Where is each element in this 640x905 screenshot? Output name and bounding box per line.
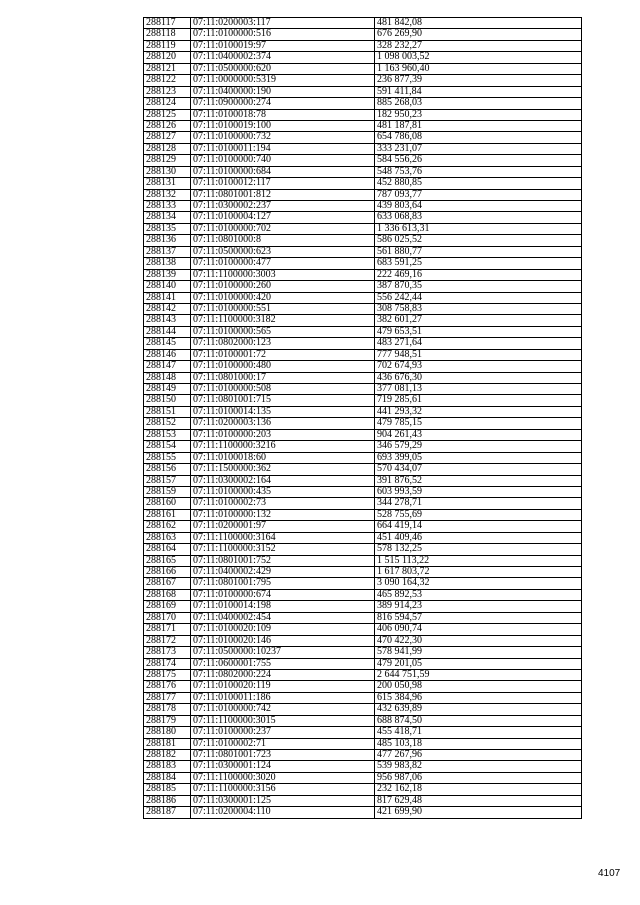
cadastral-number-cell: 07:11:0802000:224 bbox=[191, 669, 375, 680]
table-row bbox=[144, 521, 582, 532]
record-id-cell: 288155 bbox=[144, 452, 191, 463]
record-id-cell: 288120 bbox=[144, 52, 191, 63]
table-row bbox=[144, 464, 582, 475]
value-cell: 222 469,16 bbox=[375, 269, 582, 280]
value-cell: 584 556,26 bbox=[375, 155, 582, 166]
value-cell: 1 163 960,40 bbox=[375, 63, 582, 74]
cadastral-number-cell: 07:11:0100020:109 bbox=[191, 624, 375, 635]
value-cell: 702 674,93 bbox=[375, 361, 582, 372]
value-cell: 391 876,52 bbox=[375, 475, 582, 486]
table-row bbox=[144, 761, 582, 772]
table-row bbox=[144, 669, 582, 680]
cadastral-number-cell: 07:11:1100000:3156 bbox=[191, 784, 375, 795]
cadastral-number-cell: 07:11:0801001:795 bbox=[191, 578, 375, 589]
value-cell: 451 409,46 bbox=[375, 532, 582, 543]
cadastral-number-cell: 07:11:0100000:742 bbox=[191, 704, 375, 715]
cadastral-number-cell: 07:11:0400000:190 bbox=[191, 86, 375, 97]
cadastral-number-cell: 07:11:0100018:60 bbox=[191, 452, 375, 463]
table-row bbox=[144, 612, 582, 623]
table-row bbox=[144, 143, 582, 154]
record-id-cell: 288174 bbox=[144, 658, 191, 669]
cadastral-number-cell: 07:11:1100000:3152 bbox=[191, 544, 375, 555]
cadastral-number-cell: 07:11:0300001:124 bbox=[191, 761, 375, 772]
table-row bbox=[144, 647, 582, 658]
value-cell: 406 090,74 bbox=[375, 624, 582, 635]
record-id-cell: 288160 bbox=[144, 498, 191, 509]
record-id-cell: 288138 bbox=[144, 258, 191, 269]
record-id-cell: 288170 bbox=[144, 612, 191, 623]
record-id-cell: 288183 bbox=[144, 761, 191, 772]
cadastral-number-cell: 07:11:0100000:740 bbox=[191, 155, 375, 166]
table-row bbox=[144, 63, 582, 74]
record-id-cell: 288145 bbox=[144, 338, 191, 349]
value-cell: 719 285,61 bbox=[375, 395, 582, 406]
table-row bbox=[144, 326, 582, 337]
value-cell: 1 336 613,31 bbox=[375, 223, 582, 234]
value-cell: 539 983,82 bbox=[375, 761, 582, 772]
cadastral-number-cell: 07:11:0100000:132 bbox=[191, 509, 375, 520]
value-cell: 344 278,71 bbox=[375, 498, 582, 509]
cadastral-number-cell: 07:11:0200001:97 bbox=[191, 521, 375, 532]
record-id-cell: 288156 bbox=[144, 464, 191, 475]
value-cell: 200 050,98 bbox=[375, 681, 582, 692]
cadastral-number-cell: 07:11:1100000:3216 bbox=[191, 441, 375, 452]
cadastral-number-cell: 07:11:0100000:565 bbox=[191, 326, 375, 337]
cadastral-number-cell: 07:11:0100018:78 bbox=[191, 109, 375, 120]
cadastral-number-cell: 07:11:0400002:429 bbox=[191, 567, 375, 578]
cadastral-number-cell: 07:11:1100000:3015 bbox=[191, 715, 375, 726]
value-cell: 603 993,59 bbox=[375, 486, 582, 497]
value-cell: 479 785,15 bbox=[375, 418, 582, 429]
cadastral-number-cell: 07:11:0100019:100 bbox=[191, 120, 375, 131]
record-id-cell: 288122 bbox=[144, 75, 191, 86]
record-id-cell: 288167 bbox=[144, 578, 191, 589]
cadastral-number-cell: 07:11:1100000:3020 bbox=[191, 772, 375, 783]
table-row bbox=[144, 303, 582, 314]
cadastral-number-cell: 07:11:0900000:274 bbox=[191, 98, 375, 109]
record-id-cell: 288177 bbox=[144, 692, 191, 703]
record-id-cell: 288131 bbox=[144, 178, 191, 189]
record-id-cell: 288129 bbox=[144, 155, 191, 166]
record-id-cell: 288153 bbox=[144, 429, 191, 440]
value-cell: 787 093,77 bbox=[375, 189, 582, 200]
cadastral-number-cell: 07:11:0100000:260 bbox=[191, 281, 375, 292]
table-row bbox=[144, 155, 582, 166]
cadastral-number-cell: 07:11:0500000:620 bbox=[191, 63, 375, 74]
record-id-cell: 288150 bbox=[144, 395, 191, 406]
value-cell: 377 081,13 bbox=[375, 384, 582, 395]
cadastral-number-cell: 07:11:0100000:551 bbox=[191, 303, 375, 314]
record-id-cell: 288143 bbox=[144, 315, 191, 326]
value-cell: 436 676,30 bbox=[375, 372, 582, 383]
table-row bbox=[144, 498, 582, 509]
cadastral-number-cell: 07:11:0801001:812 bbox=[191, 189, 375, 200]
record-id-cell: 288161 bbox=[144, 509, 191, 520]
record-id-cell: 288182 bbox=[144, 750, 191, 761]
record-id-cell: 288152 bbox=[144, 418, 191, 429]
record-id-cell: 288142 bbox=[144, 303, 191, 314]
value-cell: 432 639,89 bbox=[375, 704, 582, 715]
table-row bbox=[144, 807, 582, 818]
record-id-cell: 288139 bbox=[144, 269, 191, 280]
record-id-cell: 288157 bbox=[144, 475, 191, 486]
value-cell: 633 068,83 bbox=[375, 212, 582, 223]
cadastral-number-cell: 07:11:0100002:73 bbox=[191, 498, 375, 509]
record-id-cell: 288136 bbox=[144, 235, 191, 246]
table-row bbox=[144, 292, 582, 303]
table-row bbox=[144, 406, 582, 417]
value-cell: 479 201,05 bbox=[375, 658, 582, 669]
table-row bbox=[144, 212, 582, 223]
record-id-cell: 288165 bbox=[144, 555, 191, 566]
record-id-cell: 288137 bbox=[144, 246, 191, 257]
cadastral-number-cell: 07:11:0802000:123 bbox=[191, 338, 375, 349]
record-id-cell: 288140 bbox=[144, 281, 191, 292]
cadastral-number-cell: 07:11:1500000:362 bbox=[191, 464, 375, 475]
record-id-cell: 288179 bbox=[144, 715, 191, 726]
value-cell: 421 699,90 bbox=[375, 807, 582, 818]
record-id-cell: 288119 bbox=[144, 40, 191, 51]
record-id-cell: 288186 bbox=[144, 795, 191, 806]
table-row bbox=[144, 269, 582, 280]
table-row bbox=[144, 258, 582, 269]
value-cell: 477 267,96 bbox=[375, 750, 582, 761]
value-cell: 578 132,25 bbox=[375, 544, 582, 555]
cadastral-number-cell: 07:11:0801001:715 bbox=[191, 395, 375, 406]
table-row bbox=[144, 509, 582, 520]
value-cell: 455 418,71 bbox=[375, 727, 582, 738]
value-cell: 483 271,64 bbox=[375, 338, 582, 349]
table-row bbox=[144, 750, 582, 761]
value-cell: 479 653,51 bbox=[375, 326, 582, 337]
table-row bbox=[144, 281, 582, 292]
value-cell: 439 803,64 bbox=[375, 201, 582, 212]
table-row bbox=[144, 201, 582, 212]
value-cell: 1 098 003,52 bbox=[375, 52, 582, 63]
table-row bbox=[144, 567, 582, 578]
page-number: 4107 bbox=[598, 868, 621, 879]
cadastral-number-cell: 07:11:0200003:117 bbox=[191, 18, 375, 29]
table-row bbox=[144, 635, 582, 646]
record-id-cell: 288147 bbox=[144, 361, 191, 372]
table-row bbox=[144, 601, 582, 612]
record-id-cell: 288123 bbox=[144, 86, 191, 97]
cadastral-number-cell: 07:11:0100000:420 bbox=[191, 292, 375, 303]
cadastral-number-cell: 07:11:0100000:684 bbox=[191, 166, 375, 177]
cadastral-number-cell: 07:11:0100019:97 bbox=[191, 40, 375, 51]
value-cell: 956 987,06 bbox=[375, 772, 582, 783]
cadastral-number-cell: 07:11:0300002:164 bbox=[191, 475, 375, 486]
value-cell: 528 755,69 bbox=[375, 509, 582, 520]
cadastral-number-cell: 07:11:0100000:477 bbox=[191, 258, 375, 269]
table-row bbox=[144, 429, 582, 440]
value-cell: 688 874,50 bbox=[375, 715, 582, 726]
value-cell: 570 434,07 bbox=[375, 464, 582, 475]
record-id-cell: 288172 bbox=[144, 635, 191, 646]
record-id-cell: 288162 bbox=[144, 521, 191, 532]
value-cell: 3 090 164,32 bbox=[375, 578, 582, 589]
table-row bbox=[144, 246, 582, 257]
cadastral-number-cell: 07:11:0100000:732 bbox=[191, 132, 375, 143]
record-id-cell: 288184 bbox=[144, 772, 191, 783]
table-row bbox=[144, 315, 582, 326]
value-cell: 382 601,27 bbox=[375, 315, 582, 326]
value-cell: 615 384,96 bbox=[375, 692, 582, 703]
value-cell: 578 941,99 bbox=[375, 647, 582, 658]
table-row bbox=[144, 349, 582, 360]
record-id-cell: 288117 bbox=[144, 18, 191, 29]
value-cell: 481 842,08 bbox=[375, 18, 582, 29]
value-cell: 683 591,25 bbox=[375, 258, 582, 269]
cadastral-number-cell: 07:11:0100000:480 bbox=[191, 361, 375, 372]
record-id-cell: 288164 bbox=[144, 544, 191, 555]
cadastral-number-cell: 07:11:1100000:3003 bbox=[191, 269, 375, 280]
record-id-cell: 288166 bbox=[144, 567, 191, 578]
record-id-cell: 288178 bbox=[144, 704, 191, 715]
table-row bbox=[144, 52, 582, 63]
value-cell: 387 870,35 bbox=[375, 281, 582, 292]
cadastral-number-cell: 07:11:0500000:623 bbox=[191, 246, 375, 257]
cadastral-number-cell: 07:11:0100020:146 bbox=[191, 635, 375, 646]
table-row bbox=[144, 361, 582, 372]
cadastral-number-cell: 07:11:0100000:702 bbox=[191, 223, 375, 234]
value-cell: 548 753,76 bbox=[375, 166, 582, 177]
record-id-cell: 288163 bbox=[144, 532, 191, 543]
table-row bbox=[144, 544, 582, 555]
record-id-cell: 288144 bbox=[144, 326, 191, 337]
cadastral-number-cell: 07:11:0100000:516 bbox=[191, 29, 375, 40]
records-table bbox=[143, 17, 582, 819]
record-id-cell: 288185 bbox=[144, 784, 191, 795]
table-row bbox=[144, 772, 582, 783]
table-row bbox=[144, 624, 582, 635]
record-id-cell: 288134 bbox=[144, 212, 191, 223]
record-id-cell: 288127 bbox=[144, 132, 191, 143]
value-cell: 470 422,30 bbox=[375, 635, 582, 646]
table-row bbox=[144, 681, 582, 692]
record-id-cell: 288148 bbox=[144, 372, 191, 383]
cadastral-number-cell: 07:11:0100000:435 bbox=[191, 486, 375, 497]
record-id-cell: 288130 bbox=[144, 166, 191, 177]
value-cell: 182 950,23 bbox=[375, 109, 582, 120]
cadastral-number-cell: 07:11:0100011:186 bbox=[191, 692, 375, 703]
record-id-cell: 288151 bbox=[144, 406, 191, 417]
record-id-cell: 288168 bbox=[144, 589, 191, 600]
record-id-cell: 288175 bbox=[144, 669, 191, 680]
cadastral-number-cell: 07:11:0600001:755 bbox=[191, 658, 375, 669]
cadastral-number-cell: 07:11:0500000:10237 bbox=[191, 647, 375, 658]
value-cell: 236 877,39 bbox=[375, 75, 582, 86]
table-row bbox=[144, 578, 582, 589]
cadastral-number-cell: 07:11:0000000:5319 bbox=[191, 75, 375, 86]
value-cell: 452 880,85 bbox=[375, 178, 582, 189]
cadastral-number-cell: 07:11:0400002:454 bbox=[191, 612, 375, 623]
record-id-cell: 288121 bbox=[144, 63, 191, 74]
cadastral-number-cell: 07:11:0801000:8 bbox=[191, 235, 375, 246]
value-cell: 1 515 113,22 bbox=[375, 555, 582, 566]
cadastral-number-cell: 07:11:0100012:117 bbox=[191, 178, 375, 189]
value-cell: 485 103,18 bbox=[375, 738, 582, 749]
value-cell: 654 786,08 bbox=[375, 132, 582, 143]
table-row bbox=[144, 452, 582, 463]
record-id-cell: 288149 bbox=[144, 384, 191, 395]
table-row bbox=[144, 18, 582, 29]
value-cell: 904 261,43 bbox=[375, 429, 582, 440]
table-row bbox=[144, 132, 582, 143]
value-cell: 676 269,90 bbox=[375, 29, 582, 40]
record-id-cell: 288132 bbox=[144, 189, 191, 200]
table-row bbox=[144, 338, 582, 349]
value-cell: 693 399,05 bbox=[375, 452, 582, 463]
table-row bbox=[144, 235, 582, 246]
cadastral-number-cell: 07:11:0100000:674 bbox=[191, 589, 375, 600]
table-row bbox=[144, 475, 582, 486]
cadastral-number-cell: 07:11:0100011:194 bbox=[191, 143, 375, 154]
table-row bbox=[144, 86, 582, 97]
table-row bbox=[144, 441, 582, 452]
value-cell: 2 644 751,59 bbox=[375, 669, 582, 680]
table-row bbox=[144, 223, 582, 234]
cadastral-number-cell: 07:11:0801001:752 bbox=[191, 555, 375, 566]
value-cell: 816 594,57 bbox=[375, 612, 582, 623]
table-row bbox=[144, 395, 582, 406]
record-id-cell: 288173 bbox=[144, 647, 191, 658]
table-row bbox=[144, 418, 582, 429]
value-cell: 664 419,14 bbox=[375, 521, 582, 532]
value-cell: 333 231,07 bbox=[375, 143, 582, 154]
table-row bbox=[144, 658, 582, 669]
record-id-cell: 288187 bbox=[144, 807, 191, 818]
record-id-cell: 288124 bbox=[144, 98, 191, 109]
table-row bbox=[144, 109, 582, 120]
value-cell: 389 914,23 bbox=[375, 601, 582, 612]
record-id-cell: 288169 bbox=[144, 601, 191, 612]
cadastral-number-cell: 07:11:0100000:203 bbox=[191, 429, 375, 440]
record-id-cell: 288118 bbox=[144, 29, 191, 40]
table-row bbox=[144, 555, 582, 566]
cadastral-number-cell: 07:11:1100000:3164 bbox=[191, 532, 375, 543]
value-cell: 885 268,03 bbox=[375, 98, 582, 109]
cadastral-number-cell: 07:11:0100004:127 bbox=[191, 212, 375, 223]
value-cell: 346 579,29 bbox=[375, 441, 582, 452]
record-id-cell: 288159 bbox=[144, 486, 191, 497]
value-cell: 586 025,52 bbox=[375, 235, 582, 246]
cadastral-number-cell: 07:11:0300001:125 bbox=[191, 795, 375, 806]
table-row bbox=[144, 715, 582, 726]
cadastral-number-cell: 07:11:0300002:237 bbox=[191, 201, 375, 212]
cadastral-number-cell: 07:11:0100000:508 bbox=[191, 384, 375, 395]
cadastral-number-cell: 07:11:1100000:3182 bbox=[191, 315, 375, 326]
value-cell: 308 758,83 bbox=[375, 303, 582, 314]
table-row bbox=[144, 727, 582, 738]
value-cell: 441 293,32 bbox=[375, 406, 582, 417]
table-row bbox=[144, 120, 582, 131]
record-id-cell: 288135 bbox=[144, 223, 191, 234]
value-cell: 1 617 803,72 bbox=[375, 567, 582, 578]
cadastral-number-cell: 07:11:0100001:72 bbox=[191, 349, 375, 360]
value-cell: 481 187,81 bbox=[375, 120, 582, 131]
table-row bbox=[144, 784, 582, 795]
record-id-cell: 288133 bbox=[144, 201, 191, 212]
table-row bbox=[144, 189, 582, 200]
cadastral-number-cell: 07:11:0200004:110 bbox=[191, 807, 375, 818]
record-id-cell: 288126 bbox=[144, 120, 191, 131]
cadastral-number-cell: 07:11:0100002:71 bbox=[191, 738, 375, 749]
record-id-cell: 288171 bbox=[144, 624, 191, 635]
cadastral-number-cell: 07:11:0100014:198 bbox=[191, 601, 375, 612]
table-row bbox=[144, 384, 582, 395]
table-row bbox=[144, 372, 582, 383]
table-row bbox=[144, 704, 582, 715]
table-row bbox=[144, 166, 582, 177]
record-id-cell: 288176 bbox=[144, 681, 191, 692]
table-row bbox=[144, 589, 582, 600]
value-cell: 591 411,84 bbox=[375, 86, 582, 97]
value-cell: 777 948,51 bbox=[375, 349, 582, 360]
record-id-cell: 288128 bbox=[144, 143, 191, 154]
table-row bbox=[144, 692, 582, 703]
table-row bbox=[144, 486, 582, 497]
record-id-cell: 288181 bbox=[144, 738, 191, 749]
cadastral-number-cell: 07:11:0801001:723 bbox=[191, 750, 375, 761]
record-id-cell: 288154 bbox=[144, 441, 191, 452]
value-cell: 817 629,48 bbox=[375, 795, 582, 806]
cadastral-number-cell: 07:11:0100020:119 bbox=[191, 681, 375, 692]
table-row bbox=[144, 795, 582, 806]
table-row bbox=[144, 532, 582, 543]
table-row bbox=[144, 75, 582, 86]
value-cell: 328 232,27 bbox=[375, 40, 582, 51]
value-cell: 561 880,77 bbox=[375, 246, 582, 257]
value-cell: 556 242,44 bbox=[375, 292, 582, 303]
table-row bbox=[144, 738, 582, 749]
cadastral-number-cell: 07:11:0400002:374 bbox=[191, 52, 375, 63]
value-cell: 465 892,53 bbox=[375, 589, 582, 600]
record-id-cell: 288125 bbox=[144, 109, 191, 120]
value-cell: 232 162,18 bbox=[375, 784, 582, 795]
record-id-cell: 288146 bbox=[144, 349, 191, 360]
record-id-cell: 288180 bbox=[144, 727, 191, 738]
record-id-cell: 288141 bbox=[144, 292, 191, 303]
cadastral-number-cell: 07:11:0100000:237 bbox=[191, 727, 375, 738]
table-row bbox=[144, 29, 582, 40]
cadastral-number-cell: 07:11:0100014:135 bbox=[191, 406, 375, 417]
cadastral-number-cell: 07:11:0801000:17 bbox=[191, 372, 375, 383]
table-row bbox=[144, 178, 582, 189]
table-row bbox=[144, 40, 582, 51]
records-body bbox=[144, 18, 582, 819]
cadastral-number-cell: 07:11:0200003:136 bbox=[191, 418, 375, 429]
table-row bbox=[144, 98, 582, 109]
